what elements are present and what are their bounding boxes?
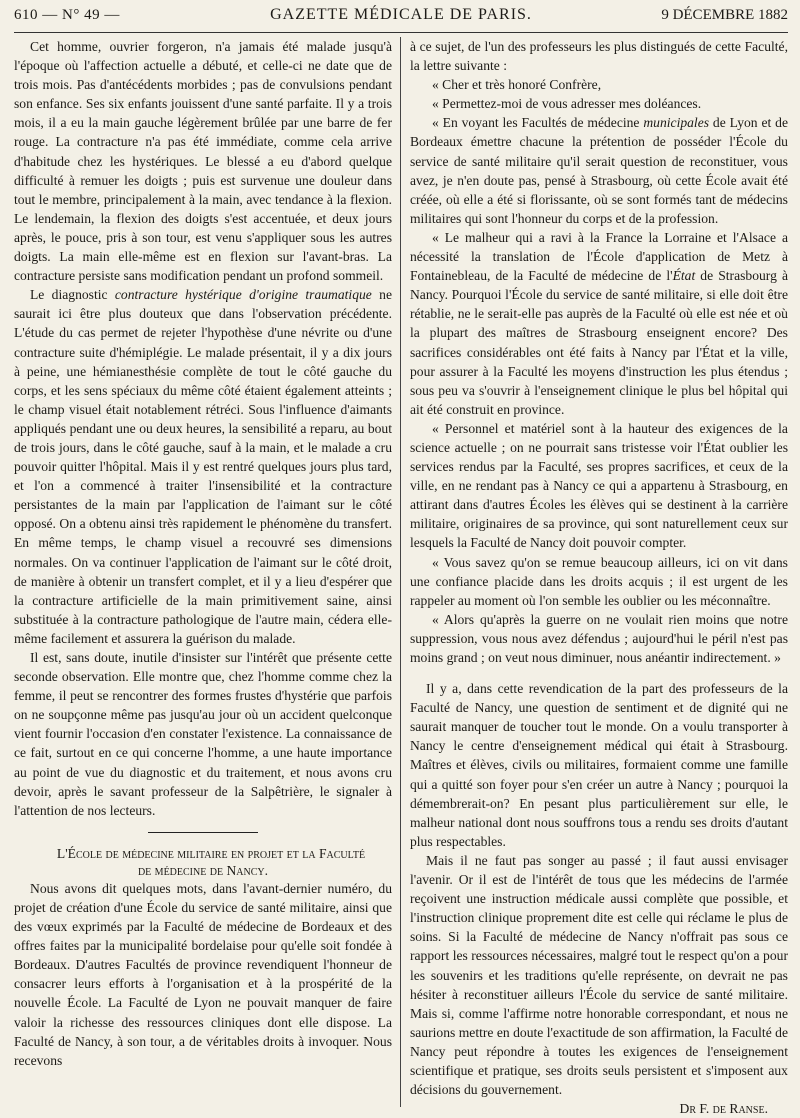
page-number: 610 — N° 49 — xyxy=(14,7,120,23)
letter-paragraph: « Alors qu'après la guerre on ne voulait rien moins que notre suppression, vous nous avez défendus ; aujourd'hui le péril n'est pas moins grand ; on veut nous diminuer, nous anéantir indirectement. » xyxy=(409,611,788,665)
paragraph: Nous avons dit quelques mots, dans l'avant-dernier numéro, du projet de création d'une École du service de santé militaire, ainsi que des vœux exprimés par la Faculté de médecine de Bordeaux et des offres faites par la municipalité bordelaise pour qu'elle soit fondée à Bordeaux. D'autres Facultés de province revendiquent l'honneur de consacrer leurs efforts à l'organisation et à la prospérité de la nouvelle École. La Faculté de Lyon ne pouvait manquer de faire valoir la richesse des ressources cliniques dont elle dispose. La Faculté de Nancy, à son tour, a de véritables droits à invoquer. Nous recevons xyxy=(14,880,392,1068)
paragraph: Mais il ne faut pas songer au passé ; il faut aussi envisager l'avenir. Or il est de l'intérêt de tous que les médecins de l'armée reçoivent une instruction médicale aussi complète que possible, et l'instruction clinique proprement dite est celle qui réclame le plus de soins. Si la Faculté de médecine de Nancy n'offrait pas sous ce rapport les ressources nécessaires, malgré tout le respect qu'on a pour les souvenirs et les traditions qu'elle représente, on devrait ne pas hésiter à reconstituer ailleurs l'École du service de santé militaire. Mais si, comme l'affirme notre honorable correspondant, et nous ne saurions mettre en doute l'exactitude de son affirmation, la Faculté de Nancy peut répondre à toutes les exigences de l'enseignement scientifique et pratique, ses droits seuls persistent et s'imposent aux décisions du gouvernement. xyxy=(409,852,788,1098)
column-divider xyxy=(400,37,401,1107)
letter-paragraph: « Le malheur qui a ravi à la France la Lorraine et l'Alsace a nécessité la translation de l'École d'application de Metz à Fontainebleau, de la Faculté de médecine de l'État de Strasbourg à Nancy. Pourquoi l'École du service de santé militaire, si elle doit être rétablie, ne le serait-elle pas auprès de la Faculté où elle est née et où la plupart des maîtres de Strasbourg enseignent encore? Des sacrifices considérables ont été faits à Nancy par l'État et la ville, pour assurer à la Faculté les moyens d'instruction les plus étendus ; sous peu va s'ouvrir à l'enseignement clinique le plus bel hôpital qui ait été construit en province. xyxy=(409,229,788,417)
section-separator xyxy=(148,832,258,833)
paragraph: Cet homme, ouvrier forgeron, n'a jamais été malade jusqu'à l'époque où l'affection actuelle a débuté, et celle-ci ne date que de trois mois. Pas d'antécédents morbides ; pas de convulsions pendant son enfance. Ses six enfants jouissent d'une santé parfaite. Il y a trois mois, il a eu la main gauche légèrement brûlée par une barre de fer rouge. La contracture n'a pas été immédiate, comme cela arrive d'habitude chez les hystériques. Le blessé a eu d'abord quelque difficulté à remuer les doigts ; puis est survenue une douleur dans tout le membre, principalement à la main, avec tendance à la flexion. Le lendemain, la flexion des doigts s'est accentuée, et deux jours après, le pouce, pris à son tour, est venu s'appliquer sous les autres doigts. La main elle-même est en flexion sur l'avant-bras. La contracture persiste sans modification pendant un profond sommeil. xyxy=(14,39,392,284)
article-columns xyxy=(14,37,788,1117)
letter-line: « Permettez-moi de vous adresser mes doléances. xyxy=(431,96,702,112)
paragraph: à ce sujet, de l'un des professeurs les plus distingués de cette Faculté, la lettre suivante : xyxy=(409,39,788,74)
issue-date: 9 DÉCEMBRE 1882 xyxy=(661,7,788,23)
journal-title: GAZETTE MÉDICALE DE PARIS. xyxy=(270,6,532,23)
letter-paragraph: « Vous savez qu'on se remue beaucoup ailleurs, ici on vit dans une confiance placide dans les droits acquis ; il est urgent de les rappeler au moment où l'on semble les oublier ou les méconnaître. xyxy=(409,554,788,608)
left-column xyxy=(14,37,392,1107)
header-rule xyxy=(14,32,788,33)
diagnosis-term: contracture hystérique d'origine traumatique xyxy=(114,287,372,303)
paragraph: Il y a, dans cette revendication de la part des professeurs de la Faculté de Nancy, une question de sentiment et de dignité qui ne saurait manquer de toucher tout le monde. On a voulu transporter à Nancy le centre d'enseignement médical qui était à Strasbourg. Maîtres et élèves, civils ou militaires, formaient comme une famille qui a quitté son foyer pour s'en créer un autre à Nancy ; pourquoi la démembrerait-on? En pesant plus particulièrement sur elle, le malheur national dont nous souffrons tous a rendu ses droits d'autant plus respectables. xyxy=(409,681,788,849)
letter-paragraph: « Personnel et matériel sont à la hauteur des exigences de la science actuelle ; on ne pourrait sans tristesse voir l'État oublier les services rendus par la Faculté, ses propres sacrifices, et ceux de la ville, en ne rendant pas à Nancy ce qui a appartenu à Strasbourg, en attirant dans d'autres Écoles les élèves qui se destinent à la carrière militaire, originaires de sa province, qui sont naturellement ceux sur lesquels la Faculté de Nancy doit pouvoir compter. xyxy=(409,420,788,551)
paragraph: Il est, sans doute, inutile d'insister sur l'intérêt que présente cette seconde observation. Elle montre que, chez l'homme comme chez la femme, il peut se rencontrer des formes frustes d'hystérie que parfois on ne soupçonne même pas jusqu'au jour où un accident quelconque vient fournir l'occasion d'en constater l'existence. La connaissance de ce fait, surtout en ce qui concerne l'homme, a une haute importance au point de vue du diagnostic et du traitement, et nous avons cru devoir, après le savant professeur de la Salpêtrière, le signaler à l'attention de nos lecteurs. xyxy=(14,650,392,818)
letter-line: « Cher et très honoré Confrère, xyxy=(431,77,602,93)
section-title: L'École de médecine militaire en projet et la Faculté de médecine de Nancy. xyxy=(56,845,366,878)
author-signature: Dr F. de Ranse. xyxy=(679,1101,768,1117)
page-header xyxy=(14,6,788,32)
paragraph: Le diagnostic contracture hystérique d'origine traumatique ne saurait ici être plus douteux que dans l'observation précédente. L'étude du cas permet de rejeter l'hypothèse d'une névrite ou d'une contracture suite d'hémiplégie. Le malade présentait, il y a dix jours à peine, une hémianesthésie complète de tout le côté gauche du corps, et les sens spéciaux du même côté étaient également atteints ; le champ visuel était notablement rétréci. Sous l'influence d'aimants appliqués pendant une ou deux heures, la sensibilité a reparu, au bout de trois jours, dans le côté gauche, sauf à la main, et le malade a cru pouvoir quitter l'hôpital. Mais il y est rentré quelques jours plus tard, et l'on a commencé à traiter l'insensibilité et la contracture persistantes de la main par l'application de l'aimant sur le côté opposé. On a obtenu ainsi très rapidement le phénomène du transfert. En même temps, le champ visuel a recouvré ses dimensions normales. On va continuer l'application de l'aimant sur le côté droit, de manière à obtenir un transfert complet, et il y a lieu d'espérer que la contracture artificielle de la main primitivement saine, ainsi substituée à la contracture pathologique de l'autre main, cédera elle-même facilement et assurera la guérison du malade. xyxy=(14,287,393,646)
letter-paragraph: « En voyant les Facultés de médecine municipales de Lyon et de Bordeaux émettre chacune la prétention de posséder l'École du service de santé militaire qu'il serait question de reconstituer, vous avez, je n'en doute pas, pensé à Strasbourg, où cette École avait été créée, où elle a été si florissante, où se sont formés tant de médecins militaires qui sont l'honneur du corps et de la profession. xyxy=(409,115,788,226)
right-column xyxy=(409,37,788,1117)
